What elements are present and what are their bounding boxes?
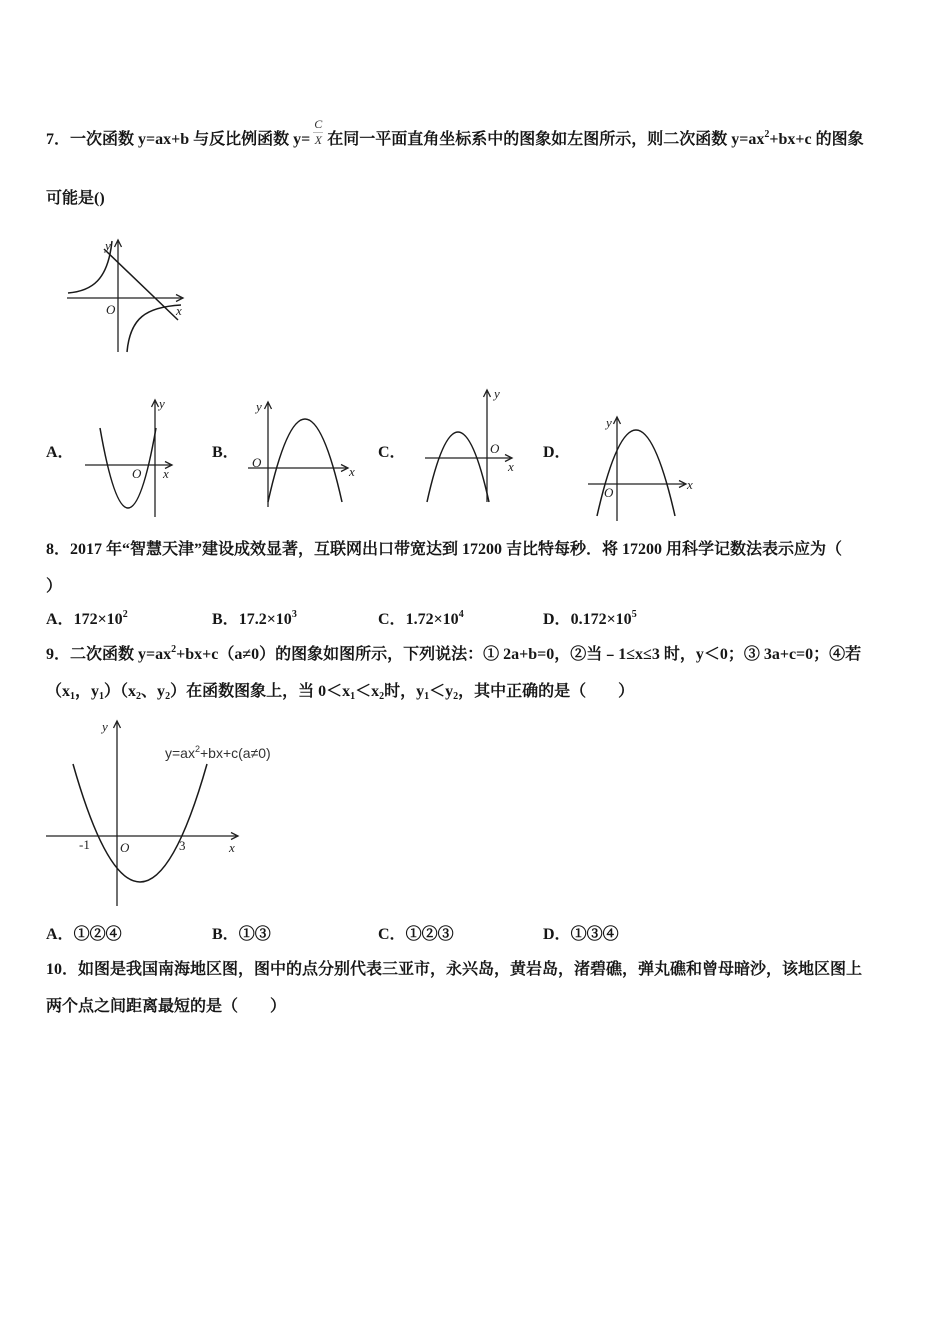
q7-option-c-graph [418, 383, 523, 505]
option-exponent: 5 [631, 609, 637, 620]
stem-text: ）（x [104, 683, 137, 700]
q8-option-c [378, 609, 464, 631]
stem-subscript: 2 [379, 691, 385, 702]
stem-text: ，y [75, 683, 100, 700]
stem-subscript: 2 [136, 691, 142, 702]
q7-option-c-label: C． [378, 444, 406, 461]
option-mantissa: 0.172×10 [570, 611, 632, 628]
y-axis-label: y [159, 396, 165, 411]
stem-text: ＜x [355, 683, 380, 700]
option-mantissa: 17.2×10 [238, 611, 292, 628]
q7-option-d-graph [582, 410, 697, 524]
q9-option-c [378, 924, 454, 946]
option-text: ①②④ [73, 926, 122, 943]
x-axis-label: x [163, 466, 169, 481]
q7-stem-line1 [46, 116, 864, 151]
parabola [100, 428, 156, 508]
stem-text: 时，y [384, 683, 425, 700]
q7-stem-text-b: 在同一平面直角坐标系中的图象如左图所示，则二次函数 y=ax [327, 131, 765, 148]
y-axis-label: y [606, 415, 612, 430]
q10-stem-line2: 两个点之间距离最短的是（ ） [46, 998, 287, 1015]
y-axis-label: y [105, 238, 111, 253]
stem-text: ）在函数图象上，当 0＜x [170, 683, 351, 700]
x-axis-label: x [687, 477, 693, 492]
q7-option-b-label: B． [212, 444, 239, 461]
stem-subscript: 1 [350, 691, 356, 702]
q7-option-a-label: A． [46, 444, 74, 461]
option-text: ①③ [238, 926, 271, 943]
root-right-label: 3 [179, 838, 186, 853]
y-axis-label: y [494, 386, 500, 401]
q7-fraction [313, 116, 323, 147]
x-axis-label: x [508, 459, 514, 474]
stem-subscript: 2 [453, 691, 459, 702]
option-label: B． [212, 611, 239, 628]
origin-label: O [132, 466, 142, 481]
option-exponent: 3 [291, 609, 297, 620]
y-axis-label: y [256, 399, 262, 414]
option-text: ①②③ [405, 926, 454, 943]
q8-option-a [46, 609, 128, 631]
hyperbola-branch-q4 [127, 305, 181, 352]
q7-option-b-graph [240, 395, 360, 510]
option-mantissa: 1.72×10 [405, 611, 459, 628]
option-mantissa: 172×10 [73, 611, 123, 628]
stem-text: ＜y [429, 683, 454, 700]
q8-stem-line1: 8．2017 年“智慧天津”建设成效显著，互联网出口带宽达到 17200 吉比特每秒．将 17200 用科学记数法表示应为（ [46, 541, 843, 558]
q7-option-a-graph [82, 395, 182, 520]
stem-text: 9．二次函数 y=ax [46, 646, 172, 663]
q7-fraction-denominator: X [314, 133, 322, 147]
option-label: C． [378, 611, 406, 628]
stem-text: 、y [141, 683, 166, 700]
root-left-label: -1 [79, 837, 90, 852]
equation-superscript: 2 [194, 744, 200, 754]
q8-option-b [212, 609, 297, 631]
q7-stem-superscript: 2 [764, 129, 770, 140]
stem-subscript: 2 [165, 691, 171, 702]
stem-subscript: 1 [424, 691, 430, 702]
origin-label: O [604, 485, 614, 500]
origin-label: O [120, 840, 130, 855]
origin-label: O [252, 455, 262, 470]
q7-stem-line2: 可能是() [46, 190, 105, 207]
option-label: D． [543, 611, 571, 628]
option-label: A． [46, 611, 74, 628]
parabola [427, 432, 489, 502]
equation-label [165, 744, 271, 761]
option-exponent: 2 [122, 609, 128, 620]
y-axis-label: y [102, 719, 108, 734]
parabola [268, 419, 342, 502]
q7-stem-text-a: 7．一次函数 y=ax+b 与反比例函数 y= [46, 131, 311, 148]
q7-reference-graph [60, 232, 190, 357]
stem-subscript: 1 [70, 691, 76, 702]
q8-option-d [543, 609, 637, 631]
q10-stem-line1: 10．如图是我国南海地区图，图中的点分别代表三亚市，永兴岛，黄岩岛，渚碧礁，弹丸礁和曾母暗沙，该地区图上 [46, 961, 863, 978]
origin-label: O [490, 441, 500, 456]
stem-text: （x [46, 683, 71, 700]
q8-stem-line2: ） [46, 578, 63, 595]
stem-text: ，其中正确的是（ ） [458, 683, 635, 700]
q9-option-a [46, 924, 122, 946]
option-label: A． [46, 926, 74, 943]
equation-text: y=ax [165, 745, 195, 761]
q7-option-d-label: D． [543, 444, 571, 461]
q9-option-b [212, 924, 271, 946]
option-exponent: 4 [458, 609, 464, 620]
option-label: B． [212, 926, 239, 943]
q9-stem-line2 [46, 681, 634, 703]
stem-superscript: 2 [171, 644, 177, 655]
option-label: D． [543, 926, 571, 943]
q9-stem-line1 [46, 644, 861, 666]
x-axis-label: x [176, 303, 182, 318]
equation-text: +bx+c(a≠0) [199, 745, 271, 761]
option-text: ①③④ [570, 926, 619, 943]
origin-label: O [106, 302, 116, 317]
x-axis-label: x [349, 464, 355, 479]
parabola [597, 430, 675, 516]
q7-fraction-numerator: C [314, 117, 323, 131]
q7-stem-text-c: +bx+c 的图象 [769, 131, 864, 148]
stem-text: +bx+c（a≠0）的图象如图所示，下列说法：① 2a+b=0，②当﹣1≤x≤3 时，y＜0；③ 3a+c=0；④若 [176, 646, 862, 663]
q9-option-d [543, 924, 619, 946]
parabola [73, 764, 207, 882]
q9-parabola-graph [42, 715, 297, 910]
x-axis-label: x [229, 840, 235, 855]
option-label: C． [378, 926, 406, 943]
stem-subscript: 1 [99, 691, 105, 702]
